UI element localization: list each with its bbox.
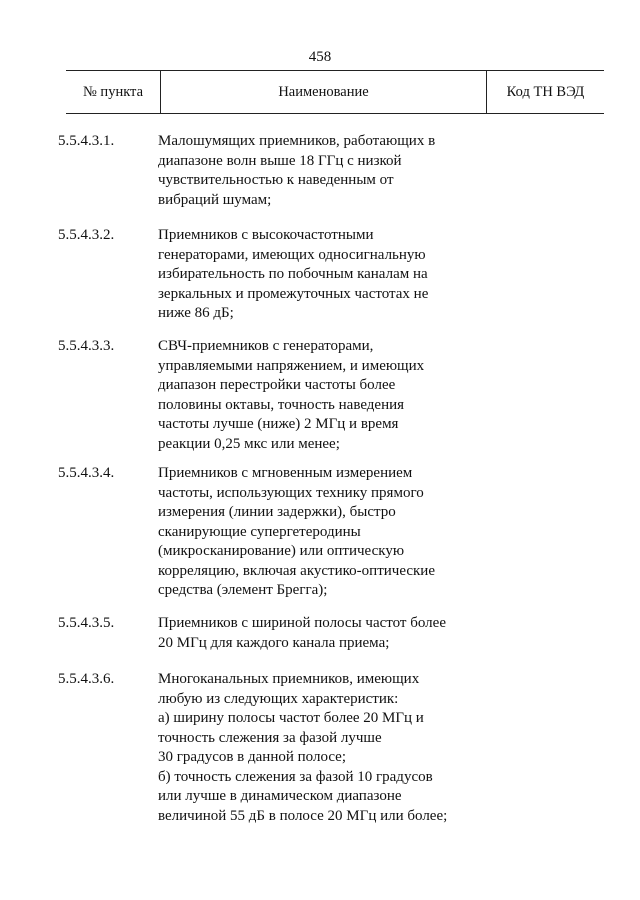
text-line: сканирующие супергетеродины	[158, 523, 361, 540]
text-line: корреляцию, включая акустико-оптические	[158, 562, 435, 579]
header-tn-ved-code: Код ТН ВЭД	[506, 84, 585, 100]
entry-text	[158, 132, 488, 210]
text-line: управляемыми напряжением, и имеющих	[158, 357, 425, 374]
entry-number: 5.5.4.3.4.	[58, 465, 115, 481]
text-line: Приемников с высокочастотными	[158, 227, 374, 243]
text-line: Малошумящих приемников, работающих в	[158, 133, 436, 149]
text-line: частоты лучше (ниже) 2 МГц и время	[158, 416, 399, 432]
text-line: ниже 86 дБ;	[158, 305, 234, 321]
text-line: вибраций шумам;	[158, 191, 272, 208]
text-line: (микросканирование) или оптическую	[158, 543, 405, 559]
text-line: Многоканальных приемников, имеющих	[158, 671, 420, 687]
text-line: 30 градусов в данной полосе;	[158, 749, 346, 765]
entry-text	[158, 337, 488, 454]
text-line: а) ширину полосы частот более 20 МГц и	[158, 710, 424, 726]
text-line: измерения (линии задержки), быстро	[158, 504, 396, 520]
text-line: любую из следующих характеристик:	[158, 690, 399, 707]
entry-number: 5.5.4.3.6.	[58, 671, 115, 687]
entry-number: 5.5.4.3.5.	[58, 615, 115, 631]
text-line: СВЧ-приемников с генераторами,	[158, 338, 374, 354]
text-line: зеркальных и промежуточных частотах не	[158, 285, 429, 302]
text-line: 20 МГц для каждого канала приема;	[158, 634, 390, 651]
text-line: Приемников с шириной полосы частот более	[158, 615, 446, 631]
entry-number: 5.5.4.3.2.	[58, 227, 115, 243]
text-line: или лучше в динамическом диапазоне	[158, 788, 402, 804]
header-name: Наименование	[278, 84, 369, 100]
text-line: средства (элемент Брегга);	[158, 582, 328, 598]
entry-number: 5.5.4.3.3.	[58, 338, 115, 354]
text-line: диапазон перестройки частоты более	[158, 377, 396, 393]
text-line: величиной 55 дБ в полосе 20 МГц или более;	[158, 807, 448, 824]
entry-text	[158, 464, 488, 601]
text-line: частоты, использующих технику прямого	[158, 484, 424, 501]
page-number: 458	[308, 49, 332, 65]
text-line: генераторами, имеющих односигнальную	[158, 246, 426, 263]
header-item-number: № пункта	[82, 84, 144, 100]
text-line: чувствительностью к наведенным от	[158, 172, 394, 188]
text-line: избирательность по побочным каналам на	[158, 266, 428, 282]
table-header	[66, 70, 604, 114]
entry-number: 5.5.4.3.1.	[58, 133, 115, 149]
text-line: б) точность слежения за фазой 10 градусов	[158, 768, 433, 785]
text-line: половины октавы, точность наведения	[158, 396, 405, 413]
entry-text	[158, 670, 488, 826]
text-line: Приемников с мгновенным измерением	[158, 465, 413, 481]
text-line: реакции 0,25 мкс или менее;	[158, 435, 340, 452]
entry-text	[158, 226, 488, 324]
text-line: диапазоне волн выше 18 ГГц с низкой	[158, 152, 402, 169]
entry-text	[158, 614, 488, 653]
text-line: точность слежения за фазой лучше	[158, 729, 382, 746]
